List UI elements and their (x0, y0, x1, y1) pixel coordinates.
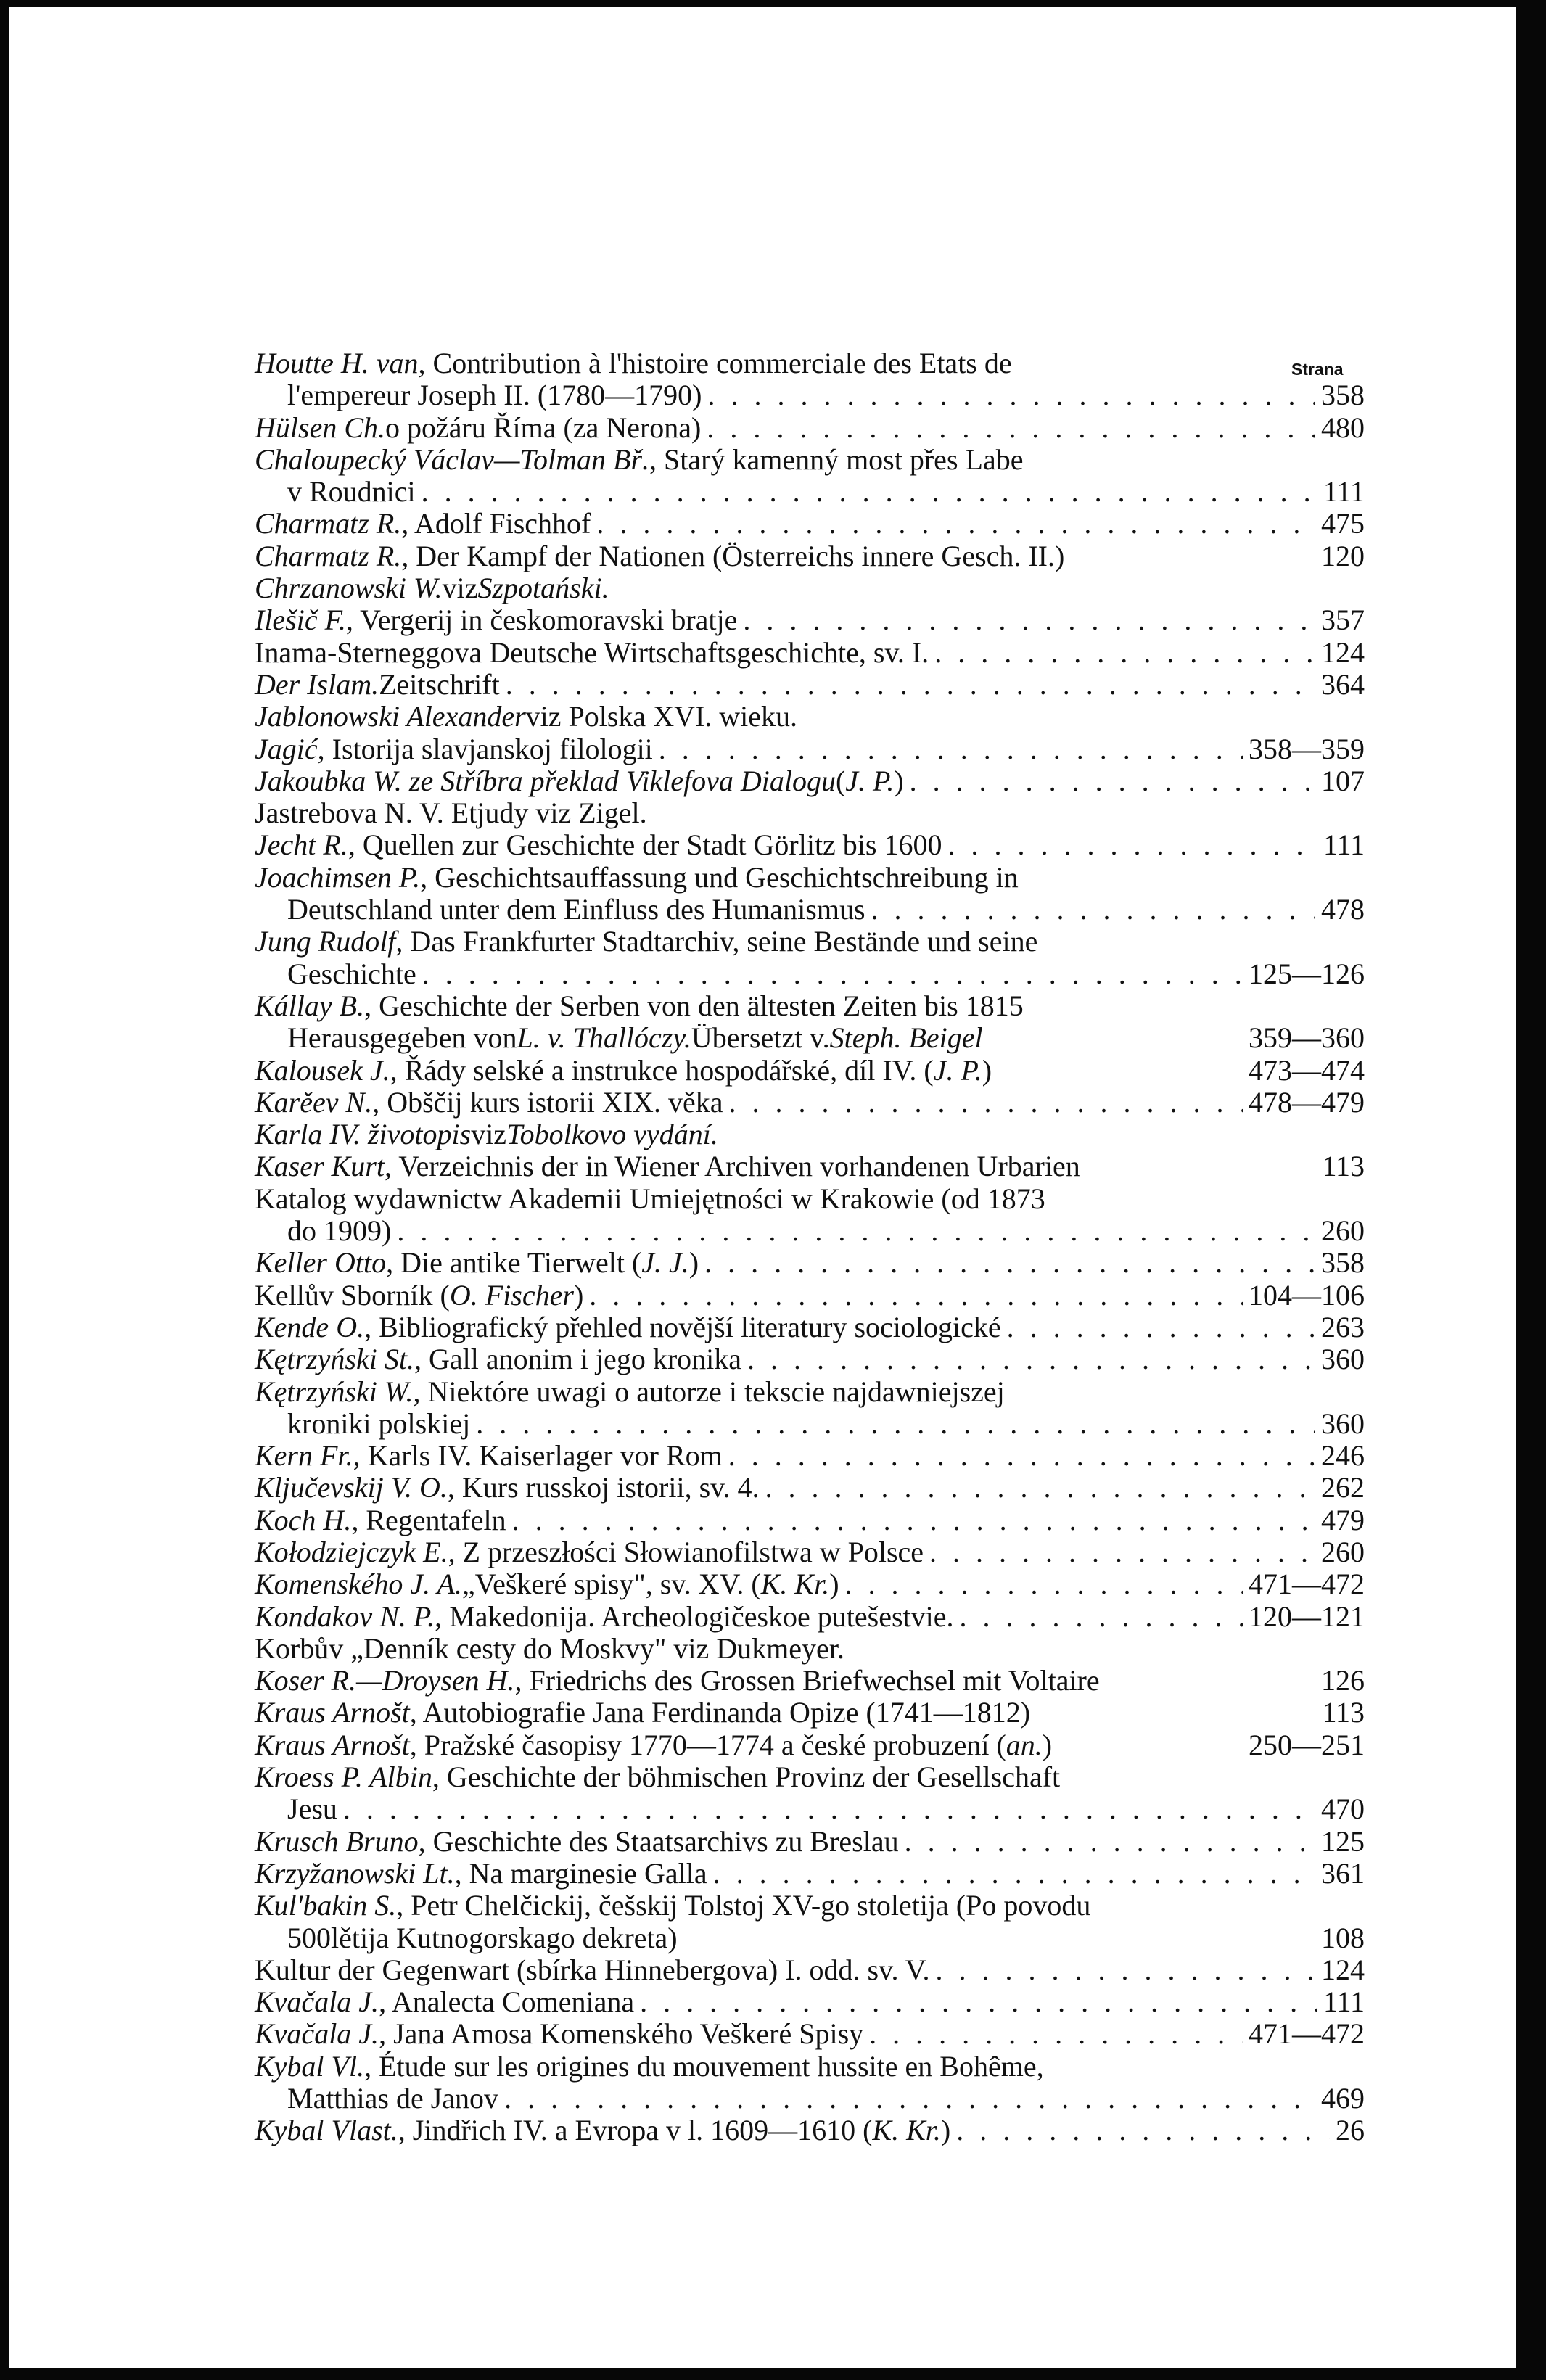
entry-page: 475 (1321, 507, 1365, 540)
leader-dots (728, 1440, 1315, 1472)
leader-dots (929, 1536, 1315, 1568)
entry-page: 104—106 (1249, 1278, 1365, 1312)
entry-title: , Na marginesie Galla (454, 1856, 707, 1890)
entry-author: Charmatz R. (255, 539, 402, 572)
index-entry (255, 1665, 1365, 1697)
entry-page: 113 (1322, 1696, 1365, 1729)
index-entry (255, 2051, 1365, 2083)
leader-dots (343, 1793, 1315, 1825)
leader-dots (747, 1343, 1315, 1375)
entry-author: Houtte H. van (255, 347, 419, 379)
entry-page: 471—472 (1249, 2017, 1365, 2051)
entry-page: 469 (1321, 2082, 1365, 2115)
entry-author: Kraus Arnošt (255, 1728, 410, 1761)
entry-title: do 1909) (287, 1214, 392, 1248)
entry-author: Ilešič F. (255, 604, 346, 637)
index-entry (255, 862, 1365, 894)
entry-page: 479 (1321, 1503, 1365, 1536)
entry-page: 358 (1321, 379, 1365, 412)
entry-page: 111 (1323, 828, 1365, 862)
entry-title: , Geschichte der Serben von den ältesten Zeiten bis 1815 (364, 989, 1024, 1022)
entry-title: , Autobiografie Jana Ferdinanda Opize (1741—1812) (409, 1696, 1031, 1729)
leader-dots (476, 1408, 1315, 1440)
index-entry (255, 701, 1365, 733)
entry-author: Chrzanowski W. (255, 572, 443, 605)
entry-page: 111 (1323, 1985, 1365, 2019)
entry-author: Kállay B. (255, 989, 365, 1022)
index-entry (255, 1761, 1365, 1793)
leader-dots (869, 2018, 1243, 2050)
entry-title: , Starý kamenný most přes Labe (649, 442, 1024, 476)
index-entry (255, 444, 1365, 476)
entry-title: l'empereur Joseph II. (1780—1790) (287, 379, 702, 412)
leader-dots (506, 669, 1315, 701)
entry-reference: Szpotański. (477, 572, 609, 605)
entry-reference: O. Fischer (449, 1278, 574, 1312)
entry-page: 480 (1321, 411, 1365, 444)
leader-dots (504, 2083, 1315, 2115)
index-entry (255, 1858, 1365, 1890)
leader-dots (704, 1247, 1315, 1279)
entry-page: 359—360 (1249, 1021, 1365, 1055)
entry-page: 124 (1321, 1953, 1365, 1986)
leader-dots (707, 412, 1315, 444)
entry-author: Kende O. (255, 1310, 365, 1343)
entry-title: , Das Frankfurter Stadtarchiv, seine Bestände und seine (395, 925, 1038, 958)
index-entry: Kalousek J. , Řády selské a instrukce hospodářské, díl IV. ( J. P. ) 473—474 (255, 1053, 1365, 1087)
entry-author: Kern Fr. (255, 1439, 353, 1473)
entry-page: 108 (1321, 1921, 1365, 1954)
index-entry (255, 412, 1365, 444)
entry-page: 471—472 (1249, 1568, 1365, 1601)
index-entry (255, 829, 1365, 861)
entry-page: 260 (1321, 1535, 1365, 1568)
index-entry (255, 1119, 1365, 1150)
entry-title: Deutschland unter dem Einfluss des Humanismus (287, 893, 865, 926)
leader-dots (871, 894, 1315, 926)
entry-author: Kvačala J. (255, 2017, 379, 2051)
entry-author: Keller Otto (255, 1246, 387, 1280)
entry-author: Joachimsen P. (255, 860, 421, 894)
index-entry (255, 1150, 1365, 1182)
index-entry: Kraus Arnošt , Pražské časopisy 1770—1774 a české probuzení ( an. ) 250—251 (255, 1728, 1365, 1761)
index-list (255, 347, 1365, 2147)
entry-reference: K. Kr. (872, 2114, 941, 2147)
entry-title: Zeitschrift (379, 667, 500, 701)
index-entry-continuation (255, 379, 1365, 411)
index-entry (255, 1472, 1365, 1504)
entry-reference: an. (1006, 1728, 1043, 1761)
entry-title: ( (835, 764, 846, 797)
entry-title: , Bibliografický přehled novější literatury sociologické (364, 1310, 1001, 1343)
index-entry (255, 1986, 1365, 2018)
entry-title: , Contribution à l'histoire commerciale des Etats de (418, 347, 1012, 379)
index-entry (255, 1826, 1365, 1858)
entry-title: o požáru Říma (za Nerona) (385, 411, 702, 444)
entry-page: 361 (1321, 1856, 1365, 1890)
entry-page: 107 (1321, 764, 1365, 797)
leader-dots (397, 1215, 1315, 1247)
entry-page: 357 (1321, 604, 1365, 637)
index-entry (255, 733, 1365, 765)
entry-title: Kultur der Gegenwart (sbírka Hinnebergova) I. odd. sv. V. (255, 1953, 930, 1986)
entry-page: 250—251 (1249, 1728, 1365, 1761)
scan-edge (1516, 0, 1546, 2380)
leader-dots (960, 1601, 1243, 1633)
leader-dots (713, 1858, 1315, 1890)
entry-author: Jung Rudolf (255, 925, 396, 958)
entry-title: , Geschichte der böhmischen Provinz der Gesellschaft (432, 1761, 1061, 1794)
leader-dots (728, 1087, 1243, 1119)
leader-dots (422, 476, 1317, 508)
index-entry (255, 669, 1365, 701)
index-entry (255, 1697, 1365, 1729)
index-entry (255, 926, 1365, 958)
entry-page: 246 (1321, 1439, 1365, 1473)
leader-dots (596, 508, 1315, 540)
leader-dots (1007, 1312, 1315, 1343)
leader-dots (589, 1280, 1243, 1312)
entry-reference: K. Kr. (760, 1568, 830, 1601)
entry-author: Der Islam. (255, 667, 379, 701)
entry-title: , Obščij kurs istorii XIX. věka (372, 1085, 723, 1119)
entry-page: 470 (1321, 1792, 1365, 1826)
leader-dots (910, 765, 1315, 797)
entry-title: , Jindřich IV. a Evropa v l. 1609—1610 ( (398, 2114, 873, 2147)
entry-title: , Řády selské a instrukce hospodářské, díl IV. ( (390, 1053, 934, 1087)
entry-author: Krusch Bruno (255, 1824, 419, 1858)
entry-title: viz (442, 572, 478, 605)
leader-dots (905, 1826, 1315, 1858)
entry-author: Kondakov N. P. (255, 1599, 435, 1633)
entry-reference: Tobolkovo vydání. (506, 1118, 718, 1151)
entry-title: , Geschichtsauffassung und Geschichtschreibung in (420, 860, 1019, 894)
entry-title: kroniki polskiej (287, 1407, 471, 1440)
entry-title: , Karls IV. Kaiserlager vor Rom (353, 1439, 723, 1473)
entry-page: 260 (1321, 1214, 1365, 1248)
index-entry (255, 1183, 1365, 1215)
entry-author: Komenského J. A. (255, 1568, 462, 1601)
entry-title: , Die antike Tierwelt ( (386, 1246, 642, 1280)
entry-title: Korbův „Denník cesty do Moskvy" viz Dukmeyer. (255, 1631, 844, 1665)
leader-dots (947, 829, 1317, 861)
entry-title: Kellův Sborník ( (255, 1278, 450, 1312)
entry-title: Inama-Sterneggova Deutsche Wirtschaftsgeschichte, sv. I. (255, 635, 929, 669)
entry-page: 111 (1323, 475, 1365, 508)
entry-title: , Istorija slavjanskoj filologii (317, 732, 653, 765)
entry-author: Hülsen Ch. (255, 411, 385, 444)
entry-author: Kybal Vl. (255, 2049, 365, 2083)
entry-title: , Gall anonim i jego kronika (414, 1343, 741, 1376)
index-entry: Jakoubka W. ze Stříbra překlad Viklefova Dialogu ( J. P. ) . . . 107 (255, 765, 1365, 797)
entry-author: Charmatz R. (255, 507, 402, 540)
index-entry: Keller Otto , Die antike Tierwelt ( J. J. ) . . . 358 (255, 1247, 1365, 1279)
leader-dots (640, 1986, 1317, 2018)
index-entry (255, 604, 1365, 636)
entry-author: Krzyžanowski Lt. (255, 1856, 455, 1890)
index-entry: Komenského J. A. „Veškeré spisy", sv. XV. ( K. Kr. ) . . . 471—472 (255, 1568, 1365, 1600)
entry-title: v Roudnici (287, 475, 416, 508)
leader-dots (765, 1472, 1315, 1504)
entry-title: Matthias de Janov (287, 2082, 499, 2115)
entry-reference: Steph. Beigel (829, 1021, 983, 1055)
entry-title: 500lětija Kutnogorskago dekreta) (287, 1921, 678, 1954)
leader-dots (708, 379, 1315, 411)
entry-author: Kętrzyński W. (255, 1375, 414, 1408)
entry-title: , Makedonija. Archeologičeskoe putešestvie. (435, 1599, 954, 1633)
entry-author: Jagić (255, 732, 318, 765)
index-entry-continuation (255, 1215, 1365, 1247)
entry-author: Kul'bakin S. (255, 1889, 397, 1922)
index-entry (255, 508, 1365, 540)
entry-title: , Étude sur les origines du mouvement hussite en Bohême, (364, 2049, 1044, 2083)
index-entry (255, 1890, 1365, 1922)
entry-page: 125—126 (1249, 957, 1365, 990)
entry-author: Karěev N. (255, 1085, 373, 1119)
entry-title: , Petr Chelčickij, češskij Tolstoj XV-go stoletija (Po povodu (396, 1889, 1091, 1922)
leader-dots (936, 1954, 1315, 1986)
entry-title: Herausgegeben von (287, 1021, 517, 1055)
entry-reference: L. v. Thallóczy. (517, 1021, 691, 1055)
index-entry-continuation (255, 476, 1365, 508)
entry-author: Jablonowski Alexander (255, 700, 526, 733)
entry-title: , Adolf Fischhof (401, 507, 591, 540)
entry-title: , Der Kampf der Nationen (Österreichs innere Gesch. II.) (401, 539, 1065, 572)
leader-dots (659, 733, 1243, 765)
entry-page: 364 (1321, 667, 1365, 701)
entry-title: Jastrebova N. V. Etjudy viz Zigel. (255, 796, 647, 830)
entry-title: Geschichte (287, 957, 416, 990)
entry-author: Chaloupecký Václav—Tolman Bř. (255, 442, 650, 476)
entry-title: , Jana Amosa Komenského Veškeré Spisy (379, 2017, 864, 2051)
entry-title: , Z przeszłości Słowianofilstwa w Polsce (448, 1535, 924, 1568)
entry-title: „Veškeré spisy", sv. XV. ( (461, 1568, 761, 1601)
entry-author: Karla IV. životopis (255, 1118, 472, 1151)
entry-page: 358—359 (1249, 732, 1365, 765)
entry-author: Kraus Arnošt (255, 1696, 410, 1729)
entry-author: Ključevskij V. O. (255, 1471, 448, 1504)
entry-page: 126 (1321, 1664, 1365, 1697)
index-entry-continuation (255, 1408, 1365, 1440)
leader-dots (512, 1504, 1315, 1536)
entry-page: 358 (1321, 1246, 1365, 1280)
entry-author: Kvačala J. (255, 1985, 379, 2019)
entry-page: 263 (1321, 1310, 1365, 1343)
entry-page: 26 (1336, 2114, 1365, 2147)
leader-dots (422, 958, 1243, 990)
entry-page: 478 (1321, 893, 1365, 926)
index-entry (255, 1087, 1365, 1119)
entry-author: Kołodziejczyk E. (255, 1535, 448, 1568)
entry-author: Kalousek J. (255, 1053, 390, 1087)
index-entry: Kybal Vlast. , Jindřich IV. a Evropa v l. 1609—1610 ( K. Kr. ) . . . 26 (255, 2115, 1365, 2146)
index-entry-continuation (255, 894, 1365, 926)
leader-dots (845, 1568, 1243, 1600)
entry-page: 478—479 (1249, 1085, 1365, 1119)
index-entry-continuation (255, 958, 1365, 990)
index-entry (255, 1536, 1365, 1568)
page-column-heading: Strana (1291, 360, 1344, 379)
entry-page: 360 (1321, 1343, 1365, 1376)
entry-author: Kaser Kurt (255, 1150, 385, 1183)
index-entry (255, 1633, 1365, 1665)
index-entry-continuation (255, 1793, 1365, 1825)
index-entry (255, 1376, 1365, 1408)
entry-title: , Vergerij in českomoravski bratje (345, 604, 738, 637)
entry-author: Jecht R. (255, 828, 348, 862)
index-entry (255, 1954, 1365, 1986)
index-entry (255, 1504, 1365, 1536)
entry-page: 124 (1321, 635, 1365, 669)
entry-reference: J. P. (845, 764, 895, 797)
entry-title: , Pražské časopisy 1770—1774 a české probuzení ( (409, 1728, 1006, 1761)
entry-reference: J. J. (641, 1246, 689, 1280)
entry-title: , Quellen zur Geschichte der Stadt Görlitz bis 1600 (348, 828, 942, 862)
index-entry (255, 1440, 1365, 1472)
index-entry-continuation (255, 2083, 1365, 2115)
entry-author: Koser R.—Droysen H. (255, 1664, 515, 1697)
entry-page: 120—121 (1249, 1599, 1365, 1633)
index-entry (255, 540, 1365, 572)
entry-page: 262 (1321, 1471, 1365, 1504)
entry-title: viz Polska XVI. wieku. (525, 700, 798, 733)
entry-author: Kętrzyński St. (255, 1343, 414, 1376)
index-entry-continuation (255, 1922, 1365, 1954)
index-entry (255, 797, 1365, 829)
leader-dots (743, 604, 1315, 636)
entry-title: , Geschichte des Staatsarchivs zu Breslau (418, 1824, 899, 1858)
entry-title: Katalog wydawnictw Akademii Umiejętności w Krakowie (od 1873 (255, 1182, 1045, 1215)
entry-title: , Friedrichs des Grossen Briefwechsel mit Voltaire (514, 1664, 1100, 1697)
index-entry (255, 990, 1365, 1022)
entry-title: , Analecta Comeniana (379, 1985, 635, 2019)
index-entry (255, 1343, 1365, 1375)
entry-author: Kroess P. Albin (255, 1761, 432, 1794)
entry-title: , Regentafeln (351, 1503, 506, 1536)
entry-title: , Kurs russkoj istorii, sv. 4. (447, 1471, 760, 1504)
index-entry (255, 2018, 1365, 2050)
leader-dots (956, 2115, 1330, 2146)
index-entry (255, 572, 1365, 604)
entry-page: 120 (1321, 539, 1365, 572)
entry-page: 473—474 (1249, 1053, 1365, 1087)
entry-author: Koch H. (255, 1503, 352, 1536)
index-entry (255, 347, 1365, 379)
entry-title: , Verzeichnis der in Wiener Archiven vorhandenen Urbarien (384, 1150, 1080, 1183)
index-entry-continuation: Herausgegeben von L. v. Thallóczy. Übersetzt v. Steph. Beigel 359—360 (287, 1021, 1365, 1055)
leader-dots (934, 637, 1315, 669)
index-entry: Kellův Sborník ( O. Fischer ) . . . 104—106 (255, 1280, 1365, 1312)
entry-title: Jesu (287, 1792, 337, 1826)
index-entry (255, 637, 1365, 669)
index-entry (255, 1601, 1365, 1633)
entry-title: , Niektóre uwagi o autorze i tekscie najdawniejszej (413, 1375, 1005, 1408)
entry-author: Kybal Vlast. (255, 2114, 398, 2147)
entry-page: 360 (1321, 1407, 1365, 1440)
entry-page: 125 (1321, 1824, 1365, 1858)
entry-reference: J. P. (933, 1053, 982, 1087)
entry-author: Jakoubka W. ze Stříbra překlad Viklefova Dialogu (255, 764, 836, 797)
index-entry (255, 1312, 1365, 1343)
entry-page: 113 (1322, 1150, 1365, 1183)
entry-title: viz (471, 1118, 507, 1151)
